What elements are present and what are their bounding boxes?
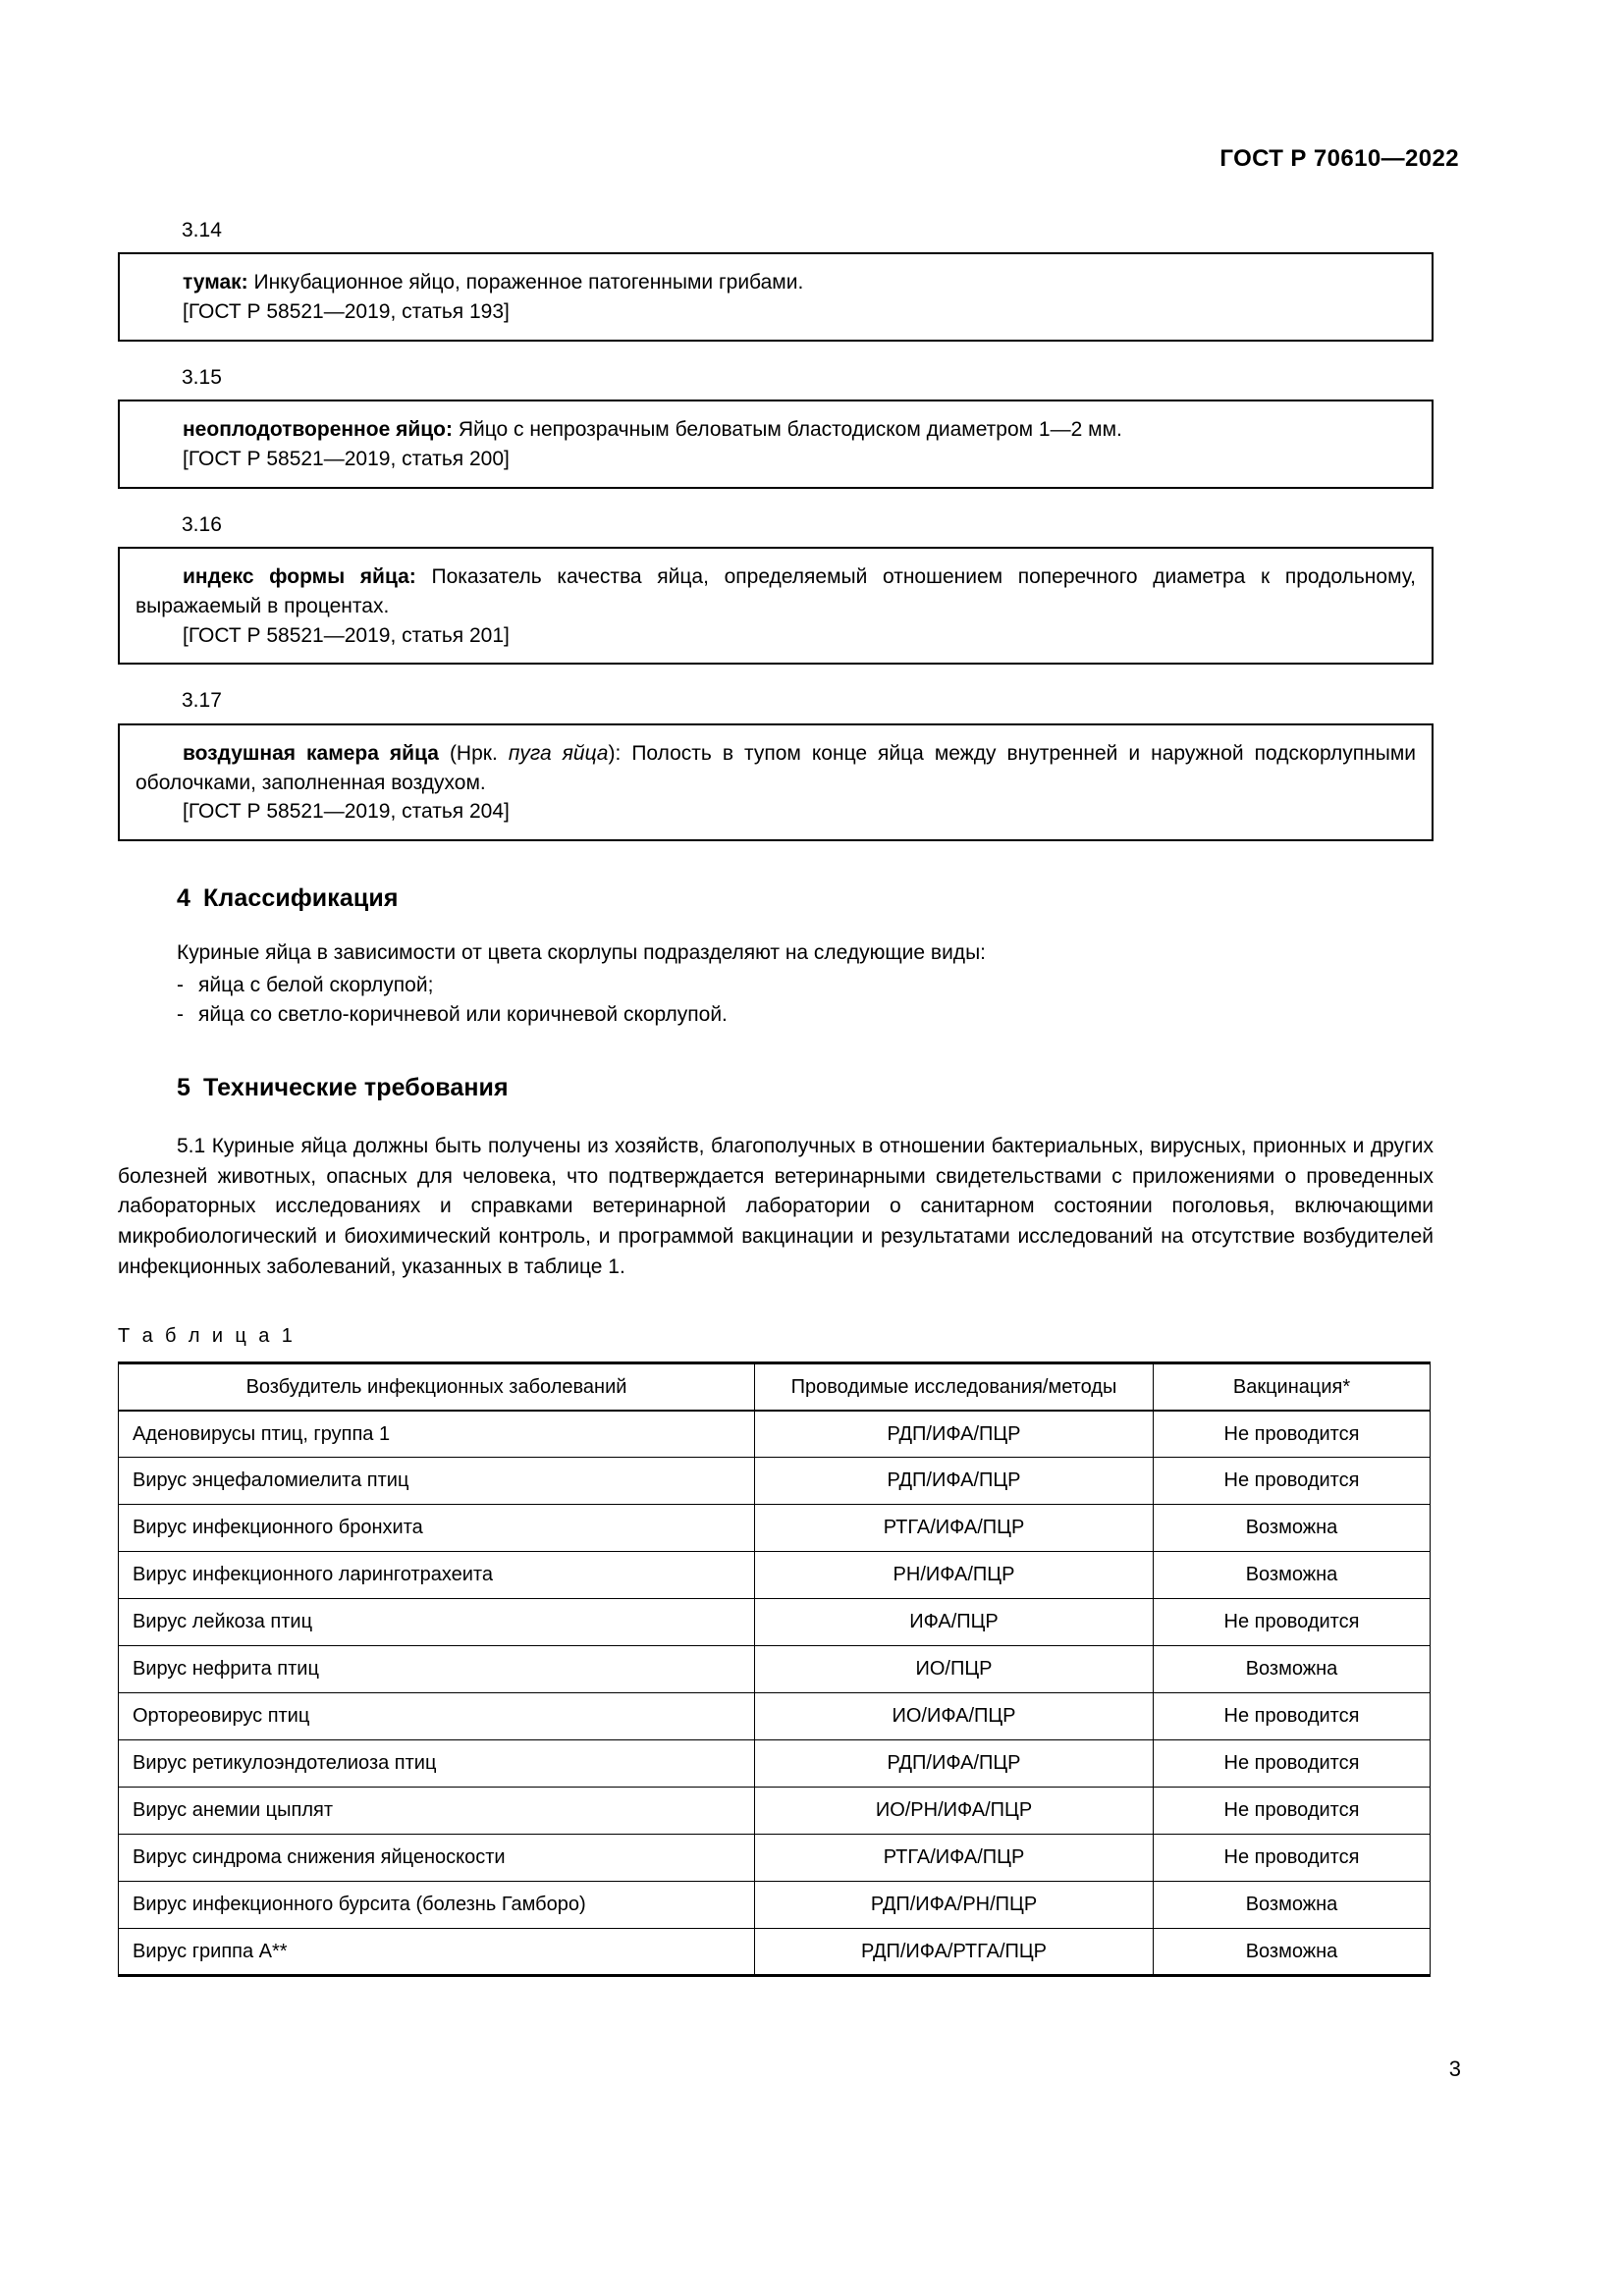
table-row [119, 1929, 1431, 1976]
definition-body-3-16: Показатель качества яйца, определяемый отношением поперечного диаметра к продольному, выражаемый в процентах. [135, 565, 1416, 617]
list-item-label-0: яйца с белой скорлупой; [198, 973, 434, 996]
definition-reference-3-14: [ГОСТ Р 58521—2019, статья 193] [183, 300, 510, 324]
table-row [119, 1646, 1431, 1693]
definition-reference-3-15: [ГОСТ Р 58521—2019, статья 200] [183, 447, 510, 470]
cell-vaccination: Возможна [1154, 1882, 1431, 1929]
table-column-header-methods: Проводимые исследования/методы [755, 1363, 1154, 1411]
section-heading-5 [118, 1074, 1434, 1102]
table-row [119, 1411, 1431, 1458]
cell-pathogen: Вирус инфекционного ларинготрахеита [119, 1552, 755, 1599]
cell-vaccination: Не проводится [1154, 1411, 1431, 1458]
cell-vaccination: Не проводится [1154, 1835, 1431, 1882]
definition-body-3-14: Инкубационное яйцо, пораженное патогенными грибами. [253, 271, 804, 294]
cell-pathogen: Вирус гриппа А** [119, 1929, 755, 1976]
cell-vaccination: Не проводится [1154, 1740, 1431, 1788]
section4-list-item-0 [118, 971, 1434, 1001]
cell-method: ИФА/ПЦР [755, 1599, 1154, 1646]
cell-method: РТГА/ИФА/ПЦР [755, 1505, 1154, 1552]
list-dash-1: - [177, 1003, 184, 1027]
definition-reference-3-17: [ГОСТ Р 58521—2019, статья 204] [183, 800, 510, 824]
cell-method: РДП/ИФА/ПЦР [755, 1740, 1154, 1788]
definition-reference-3-16: [ГОСТ Р 58521—2019, статья 201] [183, 623, 510, 647]
section4-intro-text: Куриные яйца в зависимости от цвета скорлупы подразделяют на следующие виды: [177, 941, 986, 965]
list-item-label-1: яйца со светло-коричневой или коричневой скорлупой. [198, 1003, 728, 1027]
section-heading-4 [118, 884, 1434, 913]
table-row [119, 1740, 1431, 1788]
definition-body-3-17: Полость в тупом конце яйца между внутренней и наружной подскорлупными оболочками, заполненная воздухом. [135, 741, 1416, 794]
cell-vaccination: Не проводится [1154, 1599, 1431, 1646]
table-body [119, 1411, 1431, 1976]
table-row [119, 1599, 1431, 1646]
cell-vaccination: Возможна [1154, 1646, 1431, 1693]
table-row [119, 1835, 1431, 1882]
cell-method: РДП/ИФА/РН/ПЦР [755, 1882, 1154, 1929]
definition-term-3-14: тумак: [183, 271, 248, 294]
table-row [119, 1505, 1431, 1552]
list-dash-0: - [177, 973, 184, 996]
document-header-standard-id: ГОСТ Р 70610—2022 [1219, 145, 1459, 172]
cell-method: РДП/ИФА/ПЦР [755, 1458, 1154, 1505]
definition-term-3-17: воздушная камера яйца [183, 741, 439, 765]
clause-number-3-17: 3.17 [182, 689, 222, 713]
page-number: 3 [1448, 2056, 1461, 2081]
section-title-4: Классификация [203, 884, 399, 913]
section-title-5: Технические требования [203, 1074, 509, 1102]
definition-box-3-16 [118, 547, 1434, 665]
cell-method: ИО/ПЦР [755, 1646, 1154, 1693]
clause-number-3-15: 3.15 [182, 365, 222, 389]
definition-alt-term-3-17: пуга яйца [508, 741, 609, 765]
cell-pathogen: Вирус нефрита птиц [119, 1646, 755, 1693]
definition-text-3-15 [135, 415, 1416, 445]
table-row [119, 1693, 1431, 1740]
cell-pathogen: Вирус энцефаломиелита птиц [119, 1458, 755, 1505]
cell-pathogen: Аденовирусы птиц, группа 1 [119, 1411, 755, 1458]
paragraph-5-1: 5.1 Куриные яйца должны быть получены из хозяйств, благополучных в отношении бактериальных, вирусных, прионных и других болезней животных, опасных для человека, что подтверждается ветеринарными свидетельствами с приложениями о проведенных лабораторных исследованиях и справками ветеринарной лаборатории о санитарном состоянии поголовья, включающими микробиологический и биохимический контроль, и программой вакцинации и результатами исследований на отсутствие возбудителей инфекционных заболеваний, указанных в таблице 1. [118, 1135, 1434, 1278]
section-number-4: 4 [177, 884, 191, 913]
section4-list-item-1 [118, 1000, 1434, 1031]
definition-box-3-14 [118, 252, 1434, 342]
table-row [119, 1882, 1431, 1929]
table-caption: Т а б л и ц а 1 [118, 1325, 297, 1348]
cell-pathogen: Вирус синдрома снижения яйценоскости [119, 1835, 755, 1882]
table-row [119, 1552, 1431, 1599]
definition-box-3-15 [118, 400, 1434, 489]
definition-term-3-15: неоплодотворенное яйцо: [183, 418, 453, 442]
cell-method: РН/ИФА/ПЦР [755, 1552, 1154, 1599]
table-column-header-pathogen: Возбудитель инфекционных заболеваний [119, 1363, 755, 1411]
cell-vaccination: Не проводится [1154, 1788, 1431, 1835]
definition-alt-prefix-3-17: (Нрк. [438, 741, 509, 765]
cell-method: ИО/ИФА/ПЦР [755, 1693, 1154, 1740]
cell-vaccination: Не проводится [1154, 1693, 1431, 1740]
definition-text-3-16 [135, 562, 1416, 621]
table-column-header-vaccination: Вакцинация* [1154, 1363, 1431, 1411]
table-row [119, 1458, 1431, 1505]
definition-body-3-15: Яйцо с непрозрачным беловатым бластодиском диаметром 1—2 мм. [458, 418, 1122, 442]
cell-pathogen: Вирус инфекционного бронхита [119, 1505, 755, 1552]
cell-pathogen: Вирус анемии цыплят [119, 1788, 755, 1835]
table-row [119, 1788, 1431, 1835]
page-content [118, 218, 1434, 1977]
cell-pathogen: Ортореовирус птиц [119, 1693, 755, 1740]
section5-paragraph-block [118, 1132, 1434, 1282]
definition-text-3-17 [135, 739, 1416, 798]
cell-method: РТГА/ИФА/ПЦР [755, 1835, 1154, 1882]
cell-pathogen: Вирус лейкоза птиц [119, 1599, 755, 1646]
cell-vaccination: Не проводится [1154, 1458, 1431, 1505]
clause-number-3-16: 3.16 [182, 512, 222, 536]
cell-vaccination: Возможна [1154, 1552, 1431, 1599]
definition-text-3-14 [135, 268, 1416, 297]
cell-method: РДП/ИФА/РТГА/ПЦР [755, 1929, 1154, 1976]
infectious-diseases-table [118, 1362, 1431, 1977]
section-number-5: 5 [177, 1074, 191, 1102]
cell-vaccination: Возможна [1154, 1929, 1431, 1976]
definition-box-3-17 [118, 723, 1434, 841]
cell-method: ИО/РН/ИФА/ПЦР [755, 1788, 1154, 1835]
definition-alt-suffix-3-17: ): [608, 741, 632, 765]
cell-pathogen: Вирус ретикулоэндотелиоза птиц [119, 1740, 755, 1788]
table-header-row [119, 1363, 1431, 1411]
cell-vaccination: Возможна [1154, 1505, 1431, 1552]
definition-term-3-16: индекс формы яйца: [183, 565, 416, 588]
cell-method: РДП/ИФА/ПЦР [755, 1411, 1154, 1458]
clause-number-3-14: 3.14 [182, 219, 222, 241]
cell-pathogen: Вирус инфекционного бурсита (болезнь Гамборо) [119, 1882, 755, 1929]
